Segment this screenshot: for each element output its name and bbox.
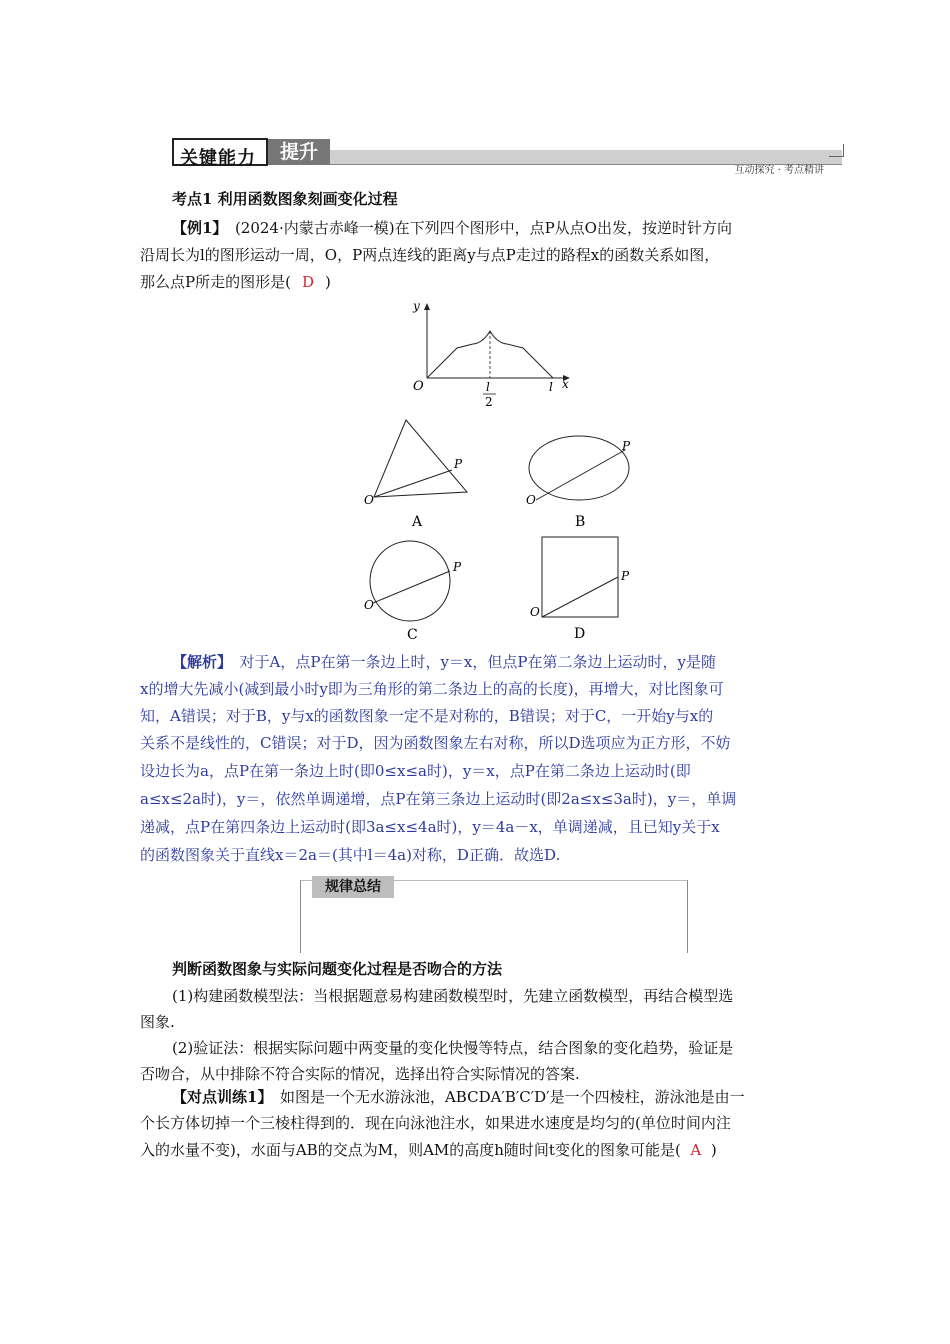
solution-line-4: 关系不是线性的，C错误；对于D，因为函数图象左右对称，所以D选项应为正方形，不妨 [140, 734, 731, 752]
option-b-figure [522, 430, 637, 530]
origin-label: O [413, 379, 424, 394]
banner-title-box [172, 138, 268, 169]
example-text-1: (2024·内蒙古赤峰一模)在下列四个图形中，点P从点O出发，按逆时针方向 [219, 219, 732, 237]
option-c-figure [362, 535, 477, 645]
practice-text-3: 入的水量不变)，水面与AB的交点为M，则AM的高度h随时间t变化的图象可能是( [140, 1141, 681, 1159]
square-shape [542, 537, 618, 617]
practice-tag: 【对点训练1】 [172, 1088, 265, 1106]
function-graph [405, 298, 585, 413]
option-c-o: O [364, 598, 374, 612]
y-axis-arrow [424, 303, 430, 310]
example-line-2: 沿周长为l的图形运动一周，O，P两点连线的距离y与点P走过的路程x的函数关系如图， [140, 246, 720, 264]
y-label: y [413, 299, 420, 313]
solution-line-6: a≤x≤2a时)，y＝，依然单调递增，点P在第三条边上运动时(即2a≤x≤3a时)，y＝，单调 [140, 790, 737, 808]
option-b-label: B [575, 514, 586, 530]
example-close-paren: ) [324, 273, 331, 291]
solution-line-1 [172, 655, 716, 670]
section-heading: 考点1 利用函数图象刻画变化过程 [172, 190, 398, 208]
method-p2-line-2: 否吻合，从中排除不符合实际的情况，选择出符合实际情况的答案. [140, 1065, 580, 1083]
option-d-p: P [621, 569, 630, 583]
circle-op-segment [373, 571, 450, 603]
banner-right-text: 互动探究 · 考点精讲 [734, 165, 824, 176]
circle-shape [370, 541, 450, 621]
option-a-figure [362, 412, 477, 530]
mid-numerator: l [486, 380, 490, 394]
option-c-label: C [407, 627, 418, 643]
banner-title: 关键能力 [180, 148, 256, 169]
solution-tag: 【解析】 [172, 653, 225, 671]
banner-bar [330, 150, 842, 176]
solution-line-2: x的增大先减小(减到最小时y即为三角形的第二条边上的高的长度)，再增大，对比图象可 [140, 680, 724, 698]
method-p2-line-1: (2)验证法：根据实际问题中两变量的变化快慢等特点，结合图象的变化趋势，验证是 [172, 1039, 734, 1057]
option-b-p: P [622, 439, 631, 453]
practice-answer: A [690, 1141, 702, 1159]
option-b-o: O [526, 493, 536, 507]
solution-line-8: 的函数图象关于直线x＝2a＝(其中l＝4a)对称，D正确．故选D. [140, 846, 561, 864]
solution-line-5: 设边长为a，点P在第一条边上时(即0≤x≤a时)，y＝x，点P在第二条边上运动时(即 [140, 762, 691, 780]
option-d-o: O [530, 605, 540, 619]
square-op-segment [542, 577, 618, 617]
method-p1-line-2: 图象. [140, 1013, 175, 1031]
method-heading: 判断函数图象与实际问题变化过程是否吻合的方法 [172, 960, 503, 978]
solution-line-7: 递减，点P在第四条边上运动时(即3a≤x≤4a时)，y＝4a－x，单调递减，且已知y关于x [140, 818, 720, 836]
practice-line-2: 个长方体切掉一个三棱柱得到的．现在向泳池注水，如果进水速度是均匀的(单位时间内注 [140, 1114, 731, 1132]
section-banner [172, 138, 842, 176]
example-text-3: 那么点P所走的图形是( [140, 273, 291, 291]
option-a-o: O [364, 493, 374, 507]
example-tag: 【例1】 [172, 219, 220, 237]
practice-close-paren: ) [710, 1141, 717, 1159]
banner-highlight: 提升 [268, 139, 330, 165]
solution-line-3: 知，A错误；对于B，y与x的函数图象一定不是对称的，B错误；对于C，一开始y与x的 [140, 707, 714, 725]
end-label: l [549, 380, 553, 394]
practice-text-1: 如图是一个无水游泳池，ABCDA′B′C′D′是一个四棱柱，游泳池是由一 [264, 1088, 745, 1106]
mid-denominator: 2 [485, 395, 493, 409]
x-label: x [562, 377, 569, 391]
example-line-3 [140, 275, 331, 290]
option-c-p: P [453, 560, 462, 574]
option-d-figure [522, 532, 637, 644]
ellipse-shape [529, 436, 629, 500]
summary-tab: 规律总结 [312, 876, 394, 898]
solution-text-1: 对于A，点P在第一条边上时，y＝x，但点P在第二条边上运动时，y是随 [224, 653, 716, 671]
practice-line-3 [140, 1143, 717, 1158]
practice-line-1 [172, 1090, 745, 1105]
method-p1-line-1: (1)构建函数模型法：当根据题意易构建函数模型时，先建立函数模型，再结合模型选 [172, 987, 734, 1005]
option-a-label: A [412, 514, 423, 530]
option-d-label: D [574, 626, 586, 642]
example-answer: D [301, 273, 314, 291]
banner-tail [829, 144, 844, 157]
option-a-p: P [454, 457, 463, 471]
example-line-1 [172, 221, 732, 236]
